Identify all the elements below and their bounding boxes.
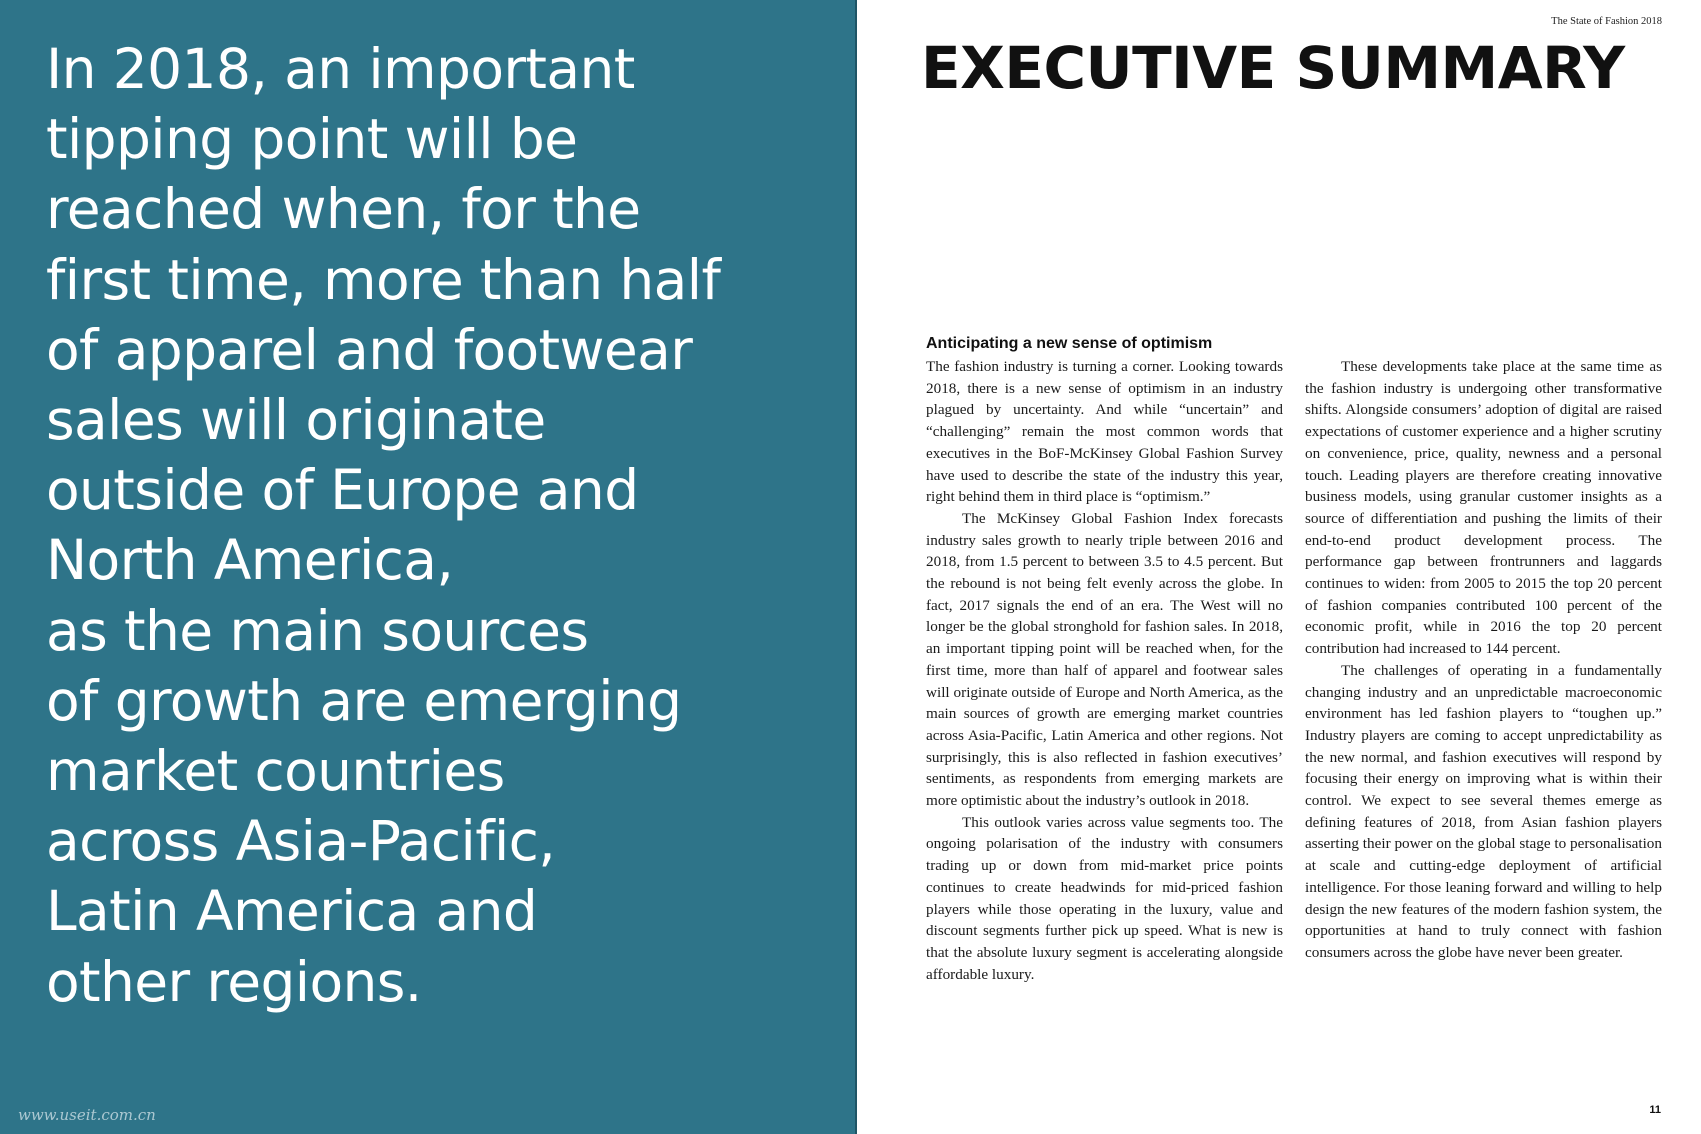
page-spine [855, 0, 857, 1134]
pull-quote: In 2018, an important tipping point will be reached when, for the first time, more than half of apparel and footwear sales will originate outside of Europe and North America, as the main sources of growth are emerging market countries across Asia-Pacific, Latin America and other regions. [46, 37, 721, 1014]
page-number: 11 [1649, 1104, 1661, 1116]
paragraph: The fashion industry is turning a corner. Looking towards 2018, there is a new sense of optimism in an industry plagued by uncertainty. And while “uncertain” and “challenging” remain the most common words that executives in the BoF-McKinsey Global Fashion Survey have used to describe the state of the industry this year, right behind them in third place is “optimism.” [926, 358, 1283, 506]
paragraph: The McKinsey Global Fashion Index forecasts industry sales growth to nearly triple between 2016 and 2018, from 1.5 percent to between 3.5 to 4.5 percent. But the rebound is not being felt evenly across the globe. In fact, 2017 signals the end of an era. The West will no longer be the global stronghold for fashion sales. In 2018, an important tipping point will be reached when, for the first time, more than half of apparel and footwear sales will originate outside of Europe and North America, as the main sources of growth are emerging market countries across Asia-Pacific, Latin America and other regions. Not surprisingly, this is also reflected in fashion executives’ sentiments, as respondents from emerging markets are more optimistic about the industry’s outlook in 2018. [926, 509, 1283, 810]
body-column-left [926, 356, 1283, 985]
section-heading: Anticipating a new sense of optimism [926, 335, 1213, 352]
body-column-right [1305, 356, 1662, 964]
paragraph: The challenges of operating in a fundamentally changing industry and an unpredictable macroeconomic environment has led fashion players to “toughen up.” Industry players are coming to accept unpredictability as the new normal, and fashion executives will respond by focusing their energy on improving what is within their control. We expect to see several themes emerge as defining features of 2018, from Asian fashion players asserting their power on the global stage to personalisation at scale and cutting-edge deployment of artificial intelligence. For those leaning forward and willing to help design the new features of the modern fashion system, the opportunities at hand to truly connect with fashion consumers across the globe have never been greater. [1305, 661, 1662, 961]
watermark: www.useit.com.cn [18, 1106, 156, 1124]
page-title: EXECUTIVE SUMMARY [921, 34, 1625, 102]
paragraph: These developments take place at the same time as the fashion industry is undergoing other transformative shifts. Alongside consumers’ adoption of digital are raised expectations of customer experience and a higher scrutiny on convenience, price, quality, newness and a personal touch. Leading players are therefore creating innovative business models, using granular customer insights as a source of differentiation and pushing the limits of their end-to-end product development process. The performance gap between frontrunners and laggards continues to widen: from 2005 to 2015 the top 20 percent of fashion companies contributed 100 percent of the economic profit, while in 2016 the top 20 percent contribution had increased to 144 percent. [1305, 358, 1662, 658]
running-head: The State of Fashion 2018 [1551, 16, 1662, 27]
paragraph: This outlook varies across value segments too. The ongoing polarisation of the industry with consumers trading up or down from mid-market price points continues to create headwinds for mid-priced fashion players while those operating in the luxury, value and discount segments further pick up speed. What is new is that the absolute luxury segment is accelerating alongside affordable luxury. [926, 813, 1283, 983]
